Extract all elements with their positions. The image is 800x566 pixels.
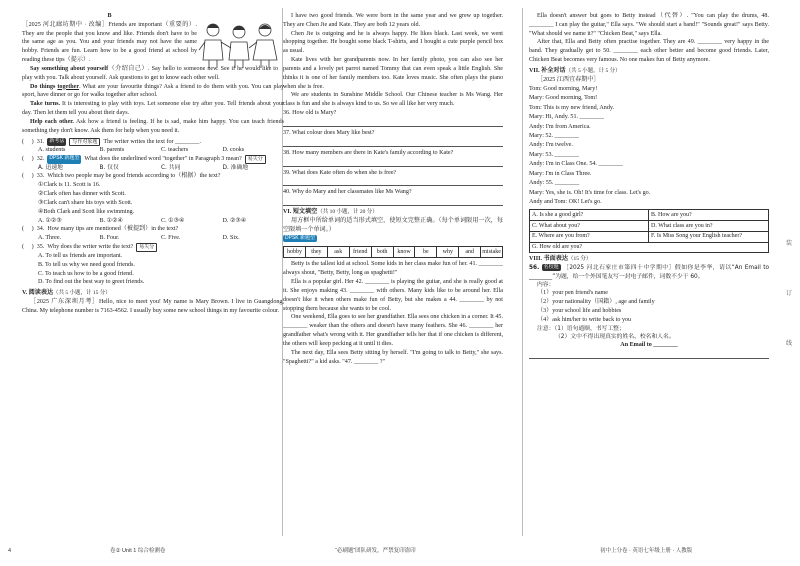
option[interactable]: A. 迅速地 [38,165,63,172]
question-40: 40. Why do Mary and her classmates like Ms Wang? [283,189,412,196]
dialogue-line: Mary: Hi, Andy. 51. ________ [529,114,604,121]
question-35-options [22,252,284,287]
dialogue-option: A. Is she a good girl? [530,210,649,221]
section-vi-heading: VI. 短文填空（共 10 小题，计 20 分） [283,209,378,216]
tip-4-text: Ask how a friend is feeling. If he is sad, make him happy. You can teach friends something they don't know. Ask them for help when you need it. [22,118,284,134]
option[interactable]: D. 准确地 [222,165,249,172]
word-bank-item: they [306,247,328,258]
question-33-options [22,217,284,226]
famous-school-badge: 名校题 [543,264,559,271]
section-viii-heading: VIII. 书面表达（15 分） [529,256,592,263]
dialogue-line: Tom: This is my new friend, Andy. [529,104,615,111]
answer-line-36[interactable] [283,118,503,127]
word-bank-item: hobby [284,247,306,258]
new-format-badge: 新考法 [47,138,66,147]
tip-paragraph-4 [22,118,284,136]
part-b-intro: ［2025 河北廊坊期中 · 改编］Friends are important（重要的）. They are the people that you know and like. Friends don't have to be the same age as you. You and your friends may not have the same hobby. Friends are fun. Learn how to be a good friend at school by reading these tips（提示）. [22,21,197,64]
question-38: 38. How many members are there in Kate's family according to Kate? [283,149,454,156]
footer-unit: 卷② Unit 1 综合检测卷 [110,548,166,555]
dialogue-option: D. What class are you in? [649,221,768,232]
tip-paragraph-2 [22,83,284,101]
word-bank-item: know [394,247,416,258]
question-33-text: Which two people may be good friends according to（根据）the text? [47,173,221,180]
option[interactable]: C. 共同 [161,165,181,172]
dialogue-line: Andy: I'm from America. [529,123,591,130]
statement: ④Both Clark and Scott like swimming. [38,208,135,215]
easy-mistake-tag: 易失分 [245,155,266,164]
word-bank-item: why [437,247,459,258]
footer-slogan: “必刷题”团队研发，严禁复印盗印 [335,548,416,555]
content-item: （1）your pen friend's name [537,290,608,297]
content-item: （4）ask him/her to write back to you [537,316,632,323]
dialogue [529,85,769,208]
column-right [529,12,769,361]
option[interactable]: C. To teach us how to be a good friend. [38,270,134,277]
word-bank [283,246,503,259]
tip-4-lead: Help each other. [30,118,74,125]
reading-paragraph-1: ［2025 广东深圳月考］Hello, nice to meet you! My name is Mary Brown. I live in Guangdong, China. My telephone number is 7163-4562. I usually buy some new school things in my favourite colour. [22,299,284,315]
question-56-prompt: 56. 名校题 ［2025 河北石家庄市第四十中学期中］假如你是李华，请以“An Email to ________”为题，给一个外国笔友写一封电子邮件，词数不少于 60。 [529,264,769,280]
question-39: 39. What does Kate often do when she is free? [283,169,397,176]
option[interactable]: B. To tell us why we need good friends. [38,261,135,268]
new-type-badge: DPSK 新题型 [47,155,81,164]
email-title: An Email to ________ [620,342,678,349]
cloze-paragraph-3: One weekend, Ella goes to see her grandfather. Ella sees one chicken in a corner. It 45. ________ weaker than the others and doesn't have many feathers. She 46. ________ her grandfather what's wrong with it. Her grandfather tells her that if one chicken is different, the others will keep pecking at it until it dies. [283,314,503,347]
column-middle [283,12,503,366]
part-b-heading: B [107,13,112,19]
dialogue-option: F. Is Miss Song your English teacher? [649,232,768,243]
option[interactable]: D. To find out the best way to greet friends. [38,279,145,286]
content-list [529,289,769,324]
column-left [22,12,284,316]
dialogue-line: Mary: Good morning, Tom! [529,95,598,102]
section-vi-instructions: 用方框中所给单词的适当形式填空，使短文完整正确。（每个单词限用一次，每空限填一个单词。） [283,218,503,234]
tip-paragraph-1 [22,65,284,83]
easy-mistake-tag: 易失分 [136,243,157,252]
answer-line-38[interactable] [283,158,503,167]
answer-line-40[interactable] [283,197,503,206]
cloze-paragraph-4: The next day, Ella sees Betty sitting by herself. "I'm going to talk to Betty," she says. "Spaghetti?" a kid asks. "47. ________ ?" [283,349,503,365]
question-35: ( ) 35. Why does the writer write the text? 易失分 [22,243,284,252]
tip-1-text: （介绍自己）. Say hello to someone new. See if he would like to play with you. Talk about yourself. Ask questions to get to know each other well. [22,65,279,81]
tip-1-lead: Say something about yourself [30,65,109,72]
statement: ②Clark often has dinner with Scott. [38,191,126,198]
cloze-paragraph-1: Betty is the tallest kid at school. Some kids in her class make fun of her. 41. ________ always shout, "Betty, Betty, long as spaghetti!" [283,261,503,277]
question-34-text: How many tips are mentioned（被提到）in the text? [47,226,179,233]
section-vii-source: ［2025 江西宜春期中］ [537,76,600,83]
question-31-options [22,146,284,155]
answer-line-39[interactable] [283,177,503,186]
dialogue-option: E. Where are you from? [530,232,649,243]
question-31-text: The writer writes the text for ________. [103,138,201,145]
option[interactable]: D. Six. [222,235,240,242]
word-bank-item: and [459,247,481,258]
question-32: ( ) 32. DPSK 新题型 What does the underlined word "together" in Paragraph 3 mean? 易失分 [22,155,284,164]
tip-paragraph-3 [22,100,284,118]
dialogue-line: Tom: Good morning, Mary! [529,85,598,92]
option[interactable]: A. Three. [38,235,62,242]
question-36: 36. How old is Mary? [283,110,337,117]
binding-mark: 订 [786,291,793,297]
tip-3-lead: Take turns. [30,101,61,108]
statement: ①Clark is 11. Scott is 16. [38,182,101,189]
reading-paragraph-2: I have two good friends. We were born in the same year and we grew up together. They are Chen Jie and Kate. They are both 12 years old. [283,13,503,28]
cloze-paragraph-6: After that, Ella and Betty often practise together. They are 49. ________ very happy in the band. They gradually get to 50. ________ each other better and become good friends. Later, Chicken Beat becomes very famous. No one makes fun of Betty anymore. [529,39,769,64]
binding-mark: 装 [786,241,793,247]
page-number: 4 [8,548,12,555]
question-35-text: Why does the writer write the text? [47,244,134,251]
email-writing-line[interactable] [529,350,769,359]
dialogue-line: Andy and Tom: OK! Let's go. [529,199,602,206]
question-type-tag: 写作对象题 [69,138,100,147]
word-bank-item: be [415,247,437,258]
dialogue-option: B. How are you? [649,210,768,221]
column-divider [522,8,523,536]
option[interactable]: A. students [38,147,66,154]
section-v-heading: V. 阅读表达（共 5 小题，计 15 分） [22,290,111,297]
option[interactable]: B. Four. [99,235,120,242]
content-item: （2）your nationality（国籍）, age and family [537,299,655,306]
question-31: ( ) 31. 新考法 写作对象题 The writer writes the text for ________. [22,137,201,145]
new-type-badge: DPSK 新题型 [285,234,316,241]
option[interactable]: C. ①③④ [161,217,185,224]
binding-mark: 线 [786,341,793,347]
dialogue-line: Andy: 55. ________ [529,180,580,187]
option[interactable]: B. 仅仅 [99,165,119,172]
notes-line-2: （2）文中不得出现真实的姓名、校名和人名。 [555,334,675,341]
content-item: （3）your school life and hobbies [537,308,622,314]
word-bank-item: friend [350,247,372,258]
tip-3-text: It is interesting to play with toys. Let someone else try after you. Tell friends about your day. Then let them tell you about their days. [22,101,284,117]
statement: ③Clark can't share his toys with Scott. [38,199,133,206]
dialogue-line: Mary: 53. ________ [529,151,579,158]
reading-paragraph-3: Chen Jie is outgoing and he is always happy. He likes black. Last week, we went shopping together. He bought some black T-shirts, and I bought a cute purple pencil box as usual. [283,30,503,55]
question-33: ( ) 33. Which two people may be good friends according to（根据）the text? [22,173,221,180]
option[interactable]: B. parents [99,147,125,154]
option[interactable]: D. cooks [222,147,245,154]
question-37: 37. What colour does Mary like best? [283,129,375,136]
tip-2-lead-a: Do things [30,83,58,90]
reading-paragraph-5: We are students in Sunshine Middle School. Our Chinese teacher is Ms Wang. Her class is fun and she is always kind to us. So we all like her very much. [283,92,503,108]
question-34-options [22,234,284,243]
footer-series: 初中上分卷 · 英语七年级上册 · 人教版 [600,548,693,555]
underlined-word: together [57,83,80,90]
option[interactable]: A. To tell us friends are important. [38,252,123,259]
section-vii-heading: VII. 补全对话（共 5 小题，计 5 分） [529,67,621,74]
word-bank-item: both [372,247,394,258]
option[interactable]: D. ②③④ [222,217,247,224]
dialogue-options-box [529,209,769,253]
dialogue-line: Mary: I'm in Class Three. [529,170,592,177]
option[interactable]: C. Five. [161,235,181,242]
dialogue-option: G. How old are you? [532,244,583,251]
option[interactable]: A. ①②③ [38,217,62,224]
tip-2-text: . What are your favourite things? Ask a friend to do them with you. You can play sport, have dinner or go for walks together after school. [22,83,284,99]
cloze-paragraph-2: Ella is a popular girl. Her 42. ________ is playing the guitar, and she is really good at it. She enjoys making 43. ________ with others. Many kids like to be around her. Ella doesn't like it when others make fun of Betty, but she makes a 44. ________ by not stopping them because she wants to be cool. [283,279,503,312]
question-32-options [22,164,284,172]
dialogue-line: Mary: Yes, she is. Oh! It's time for class. Let's go. [529,189,651,196]
word-bank-item: ask [328,247,350,258]
question-34: ( ) 34. How many tips are mentioned（被提到）in the text? [22,226,179,233]
dialogue-line: Mary: 52. ________ [529,132,579,139]
option[interactable]: B. ①②④ [99,217,124,224]
dialogue-line: Andy: I'm twelve. [529,142,573,149]
answer-line-37[interactable] [283,138,503,147]
reading-paragraph-4: Kate lives with her grandparents now. In her family photo, you can also see her parents and a lovely pet parrot named Tommy that can even speak a little English. She thinks it is one of her family members too. Kate loves music. She often plays the piano when she is free. [283,57,503,90]
dialogue-option: C. What about you? [530,221,649,232]
option[interactable]: C. teachers [161,147,189,154]
cloze-paragraph-5: Ella doesn't answer but goes to Betty instead（代替）. "You can play the drums, 48. ________ I can play the guitar," Ella says. "We should start a band!" "Sounds great!" says Betty. "What should we name it?" "Chicken Beat," says Ella. [529,13,769,37]
content-label: 内容： [537,281,555,288]
question-32-text: What does the underlined word "together" in Paragraph 3 mean? [84,156,242,163]
word-bank-item: mistake [482,248,501,255]
notes-line-1: 注意：（1）语句通顺，书写工整； [537,325,625,332]
dialogue-line: Andy: I'm in Class One. 54. ________ [529,161,623,168]
question-33-statements [22,181,284,216]
